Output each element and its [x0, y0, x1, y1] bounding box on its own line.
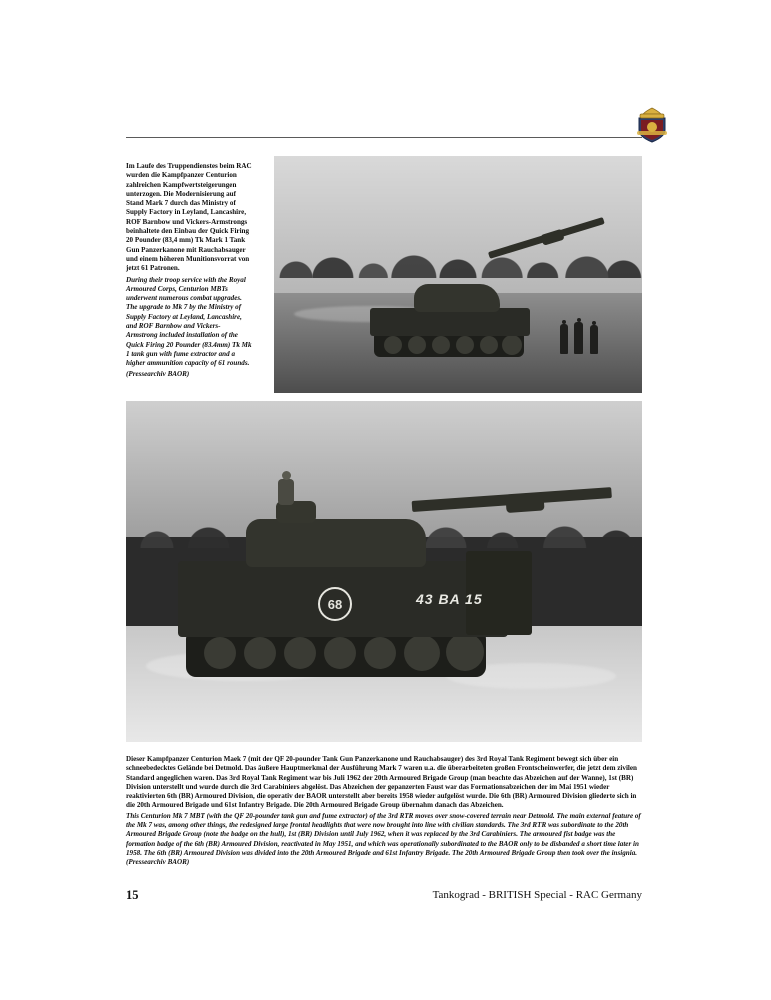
- tank-roadwheel: [324, 637, 356, 669]
- photo-caption-english: This Centurion Mk 7 MBT (with the QF 20-pounder tank gun and fume extractor) of the 3rd RTR moves over snow-covered terrain near Detmold. The main external feature of the Mk 7 was, among other things, the redesigned large frontal headlights that were now brought into line with civilian standards. The 3rd RTR was subordinate to the 20th Armoured Brigade Group (note the badge on the hull), 1st (BR) Division until July 1962, when it was replaced by the 3rd Carabiniers. The armoured fist badge was the formation badge of the 6th (BR) Armoured Division, reactivated in May 1951, and which was operationally subordinated to the BAOR only to be disbanded a short time later in 1958. The 6th (BR) Armoured Division was divided into the 20th Armoured Brigade and 61st Infantry Brigade. The 20th Armoured Brigade Group then took over the insignia.: [126, 811, 641, 857]
- photo-caption-german: Dieser Kampfpanzer Centurion Maek 7 (mit der QF 20-pounder Tank Gun Panzerkanone und Rauchabsauger) des 3rd Royal Tank Regiment bewegt sich über ein schneebedecktes Gelände bei Detmold. Das äußere Hauptmerkmal der Ausführung Mark 7 waren u.a. die überarbeiteten großen Frontscheinwerfer, die jetzt dem zivilen Standard angeglichen waren. Das 3rd Royal Tank Regiment war bis Juli 1962 der 20th Armoured Brigade Group (man beachte das Abzeichen auf der Wanne), 1st (BR) Division unterstellt und wurde durch die 3rd Carabiniers abgelöst. Das Abzeichen der gepanzerten Faust war das Formationsabzeichen der im Mai 1951 wieder reaktivierten 6th (BR) Armoured Division, die operativ der BAOR unterstellt aber bereits 1958 wieder aufgelöst wurde. Die 6th (BR) Armoured Division gliederte sich in die 20th Armoured Brigade und 61st Infantry Brigade. Die 20th Armoured Brigade Group übernahm danach das Abzeichen.: [126, 755, 637, 810]
- footer-title: Tankograd - BRITISH Special - RAC Germany: [432, 889, 642, 901]
- tank-roadwheel: [432, 336, 450, 354]
- tank-roadwheel: [364, 637, 396, 669]
- photo-caption-credit: (Pressearchiv BAOR): [126, 858, 190, 867]
- tank-roadwheel: [502, 335, 522, 355]
- tank-roadwheel: [404, 635, 440, 671]
- tank-roadwheel: [480, 336, 498, 354]
- sidebar-caption-credit: (Pressearchiv BAOR): [126, 369, 190, 378]
- tank-roadwheel: [408, 336, 426, 354]
- photo-centurion-snow: [126, 401, 642, 742]
- tank-roadwheel: [204, 637, 236, 669]
- photo-centurion-field: [274, 156, 642, 393]
- hull-number-badge: 68: [318, 587, 352, 621]
- sidebar-caption-english: During their troop service with the Royal Armoured Corps, Centurion MBTs underwent numerous combat upgrades. The upgrade to Mk 7 by the Ministry of Supply Factory at Leyland, Lancashire, and ROF Barnbow and Vickers-Armstrong included installation of the Quick Firing 20 Pounder (83.4mm) Tk Mk 1 tank gun with fume extractor and a higher ammunition capacity of 61 rounds.: [126, 275, 252, 368]
- registration-marking: 43 BA 15: [416, 591, 483, 607]
- photo-caption-block: [126, 755, 642, 868]
- page-number: 15: [126, 888, 139, 902]
- tank-roadwheel: [456, 336, 474, 354]
- photo-treeline: [274, 208, 642, 278]
- tank-fume-extractor: [505, 492, 544, 513]
- sidebar-caption-block: [126, 162, 252, 379]
- tank-turret: [414, 284, 500, 312]
- soldier-figure: [590, 325, 598, 354]
- royal-armoured-corps-crest-icon: [631, 104, 673, 144]
- tank-roadwheel: [384, 336, 402, 354]
- soldier-figure: [560, 324, 568, 354]
- soldier-figure: [574, 322, 583, 354]
- tank-roadwheel: [244, 637, 276, 669]
- tank-roadwheel: [284, 637, 316, 669]
- tank-drive-sprocket: [446, 633, 484, 671]
- header-rule: [126, 137, 642, 138]
- tank-hull: [370, 308, 530, 336]
- sidebar-caption-german: Im Laufe des Truppendienstes beim RAC wurden die Kampfpanzer Centurion zahlreichen Kampfwertsteigerungen unterzogen. Die Modernisierung auf Stand Mark 7 durch das Ministry of Supply Factory in Leyland, Lancashire, ROF Barnbow und Vickers-Armstrongs beinhaltete den Einbau der Quick Firing 20 Pounder (83,4 mm) Tk Mark 1 Tank Gun Panzerkanone mit Rauchabsauger und einem höheren Munitionsvorrat von jetzt 61 Patronen.: [126, 162, 252, 273]
- tank-turret: [246, 519, 426, 567]
- tank-commander-figure: [278, 479, 294, 505]
